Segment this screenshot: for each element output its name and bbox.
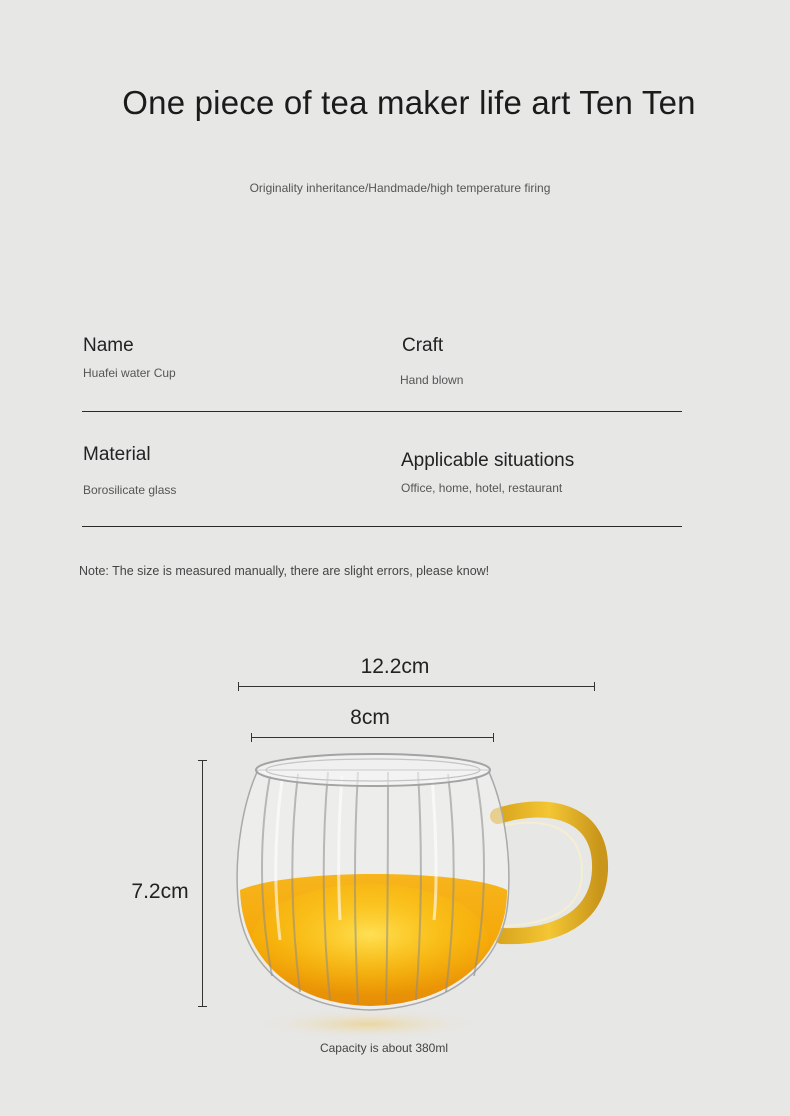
overall-width-tick-right xyxy=(594,682,595,691)
height-line xyxy=(202,760,203,1007)
spec-divider-2 xyxy=(82,526,682,527)
overall-width-tick-left xyxy=(238,682,239,691)
overall-width-label: 12.2cm xyxy=(360,655,430,678)
spec-material-value: Borosilicate glass xyxy=(83,483,177,497)
spec-name-value: Huafei water Cup xyxy=(83,366,176,380)
spec-divider-1 xyxy=(82,411,682,412)
spec-situations-value: Office, home, hotel, restaurant xyxy=(401,481,563,495)
overall-width-line xyxy=(238,686,595,687)
spec-craft-value: Hand blown xyxy=(400,373,464,387)
glass-cup-image xyxy=(220,740,610,1040)
mouth-width-line xyxy=(251,737,494,738)
height-tick-top xyxy=(198,760,207,761)
page-subtitle: Originality inheritance/Handmade/high temperature firing xyxy=(249,181,551,195)
capacity-caption: Capacity is about 380ml xyxy=(319,1041,449,1055)
height-tick-bottom xyxy=(198,1006,207,1007)
spec-name-label: Name xyxy=(83,335,134,356)
mouth-width-label: 8cm xyxy=(350,706,390,729)
spec-situations-label: Applicable situations xyxy=(401,450,575,471)
height-label: 7.2cm xyxy=(131,880,189,903)
measurement-note: Note: The size is measured manually, there are slight errors, please know! xyxy=(79,564,490,578)
spec-craft-label: Craft xyxy=(402,335,444,356)
page-title: One piece of tea maker life art Ten Ten xyxy=(122,84,696,121)
spec-material-label: Material xyxy=(83,444,151,465)
